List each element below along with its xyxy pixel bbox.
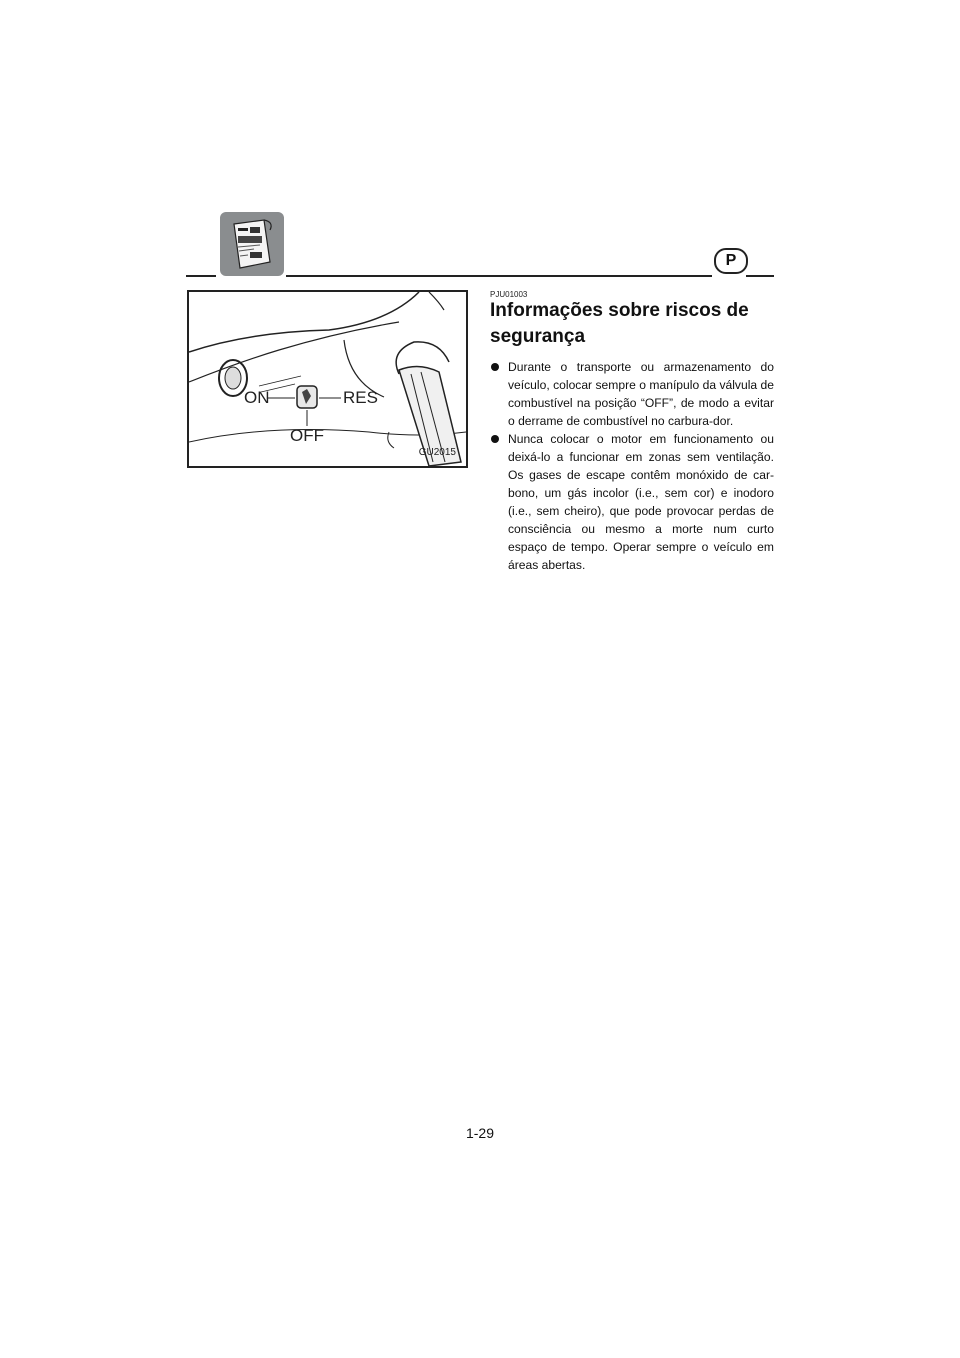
header-rule-right	[286, 275, 712, 277]
owners-manual-icon	[220, 212, 284, 276]
figure-code: GU2015	[418, 447, 456, 458]
fuel-cock-figure	[187, 290, 468, 468]
fuel-cock-illustration	[189, 292, 466, 466]
safety-bullet-list	[490, 358, 774, 574]
list-item	[490, 358, 774, 430]
bullet-text: Durante o transporte ou armazenamento do veículo, colocar sempre o manípulo da válvula de combustível na posição “OFF”, de modo a evitar o derrame de combustível no carbura-dor.	[508, 360, 774, 428]
page-number: 1-29	[465, 1125, 495, 1141]
res-label: RES	[343, 388, 378, 407]
language-badge: P	[714, 248, 748, 274]
header-rule-left	[186, 275, 216, 277]
section-title: Informações sobre riscos de segurança	[490, 300, 749, 347]
off-label: OFF	[290, 426, 324, 445]
section-code: PJU01003	[490, 290, 528, 299]
list-item	[490, 430, 774, 574]
bullet-text: Nunca colocar o motor em funcionamento ou deixá-lo a funcionar em zonas sem ventilação. Os gases de escape contêm monóxido de car-bono, um gás incolor (i.e., sem cor) e inodoro (i.e., sem cheiro), que pode provocar perdas de consciência ou mesmo a morte num curto espaço de tempo. Operar sempre o veículo em áreas abertas.	[508, 432, 774, 572]
on-label: ON	[244, 388, 270, 407]
bullet-icon	[491, 363, 499, 371]
bullet-icon	[491, 435, 499, 443]
header-rule-end	[746, 275, 774, 277]
